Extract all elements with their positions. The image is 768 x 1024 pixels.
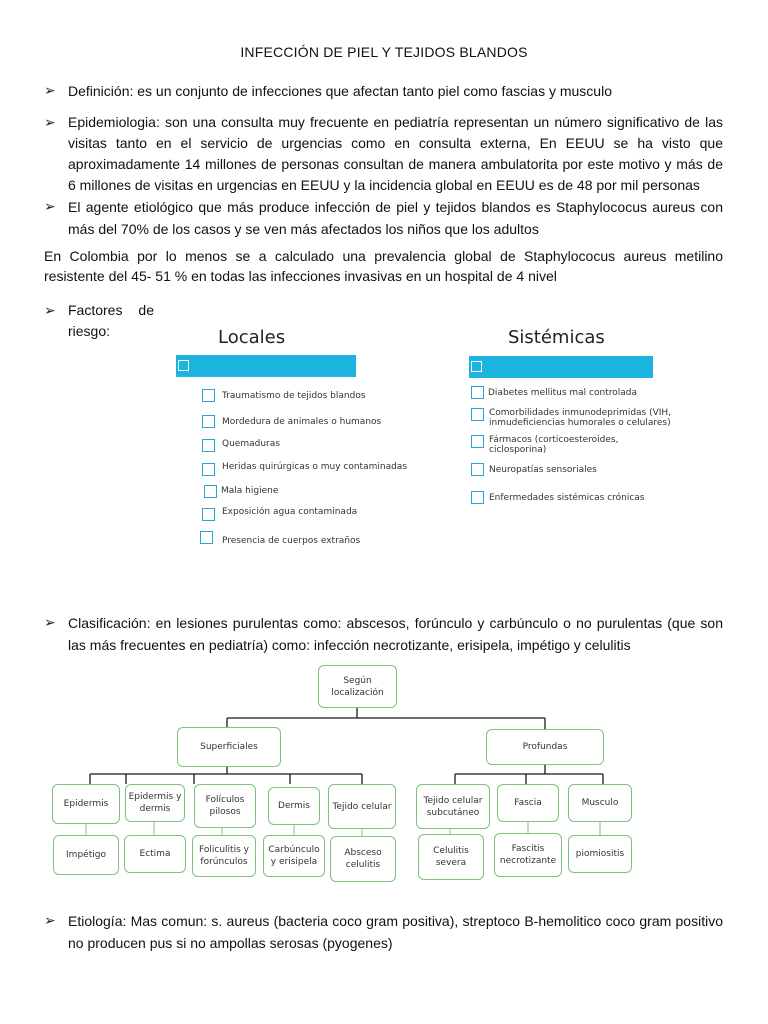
bullet-arrow-icon: ➢ — [44, 114, 56, 130]
diagram-leaf-ectima: Ectima — [124, 835, 186, 873]
diagram-node-profundas: Profundas — [486, 729, 604, 765]
colombia-paragraph: En Colombia por lo menos se a calculado una prevalencia global de Staphylococus aureus metilino resistente del 45- 51 % en todas las infecciones invasivas en un hospital de 4 nivel — [44, 248, 723, 284]
agente-text: El agente etiológico que más produce infección de piel y tejidos blandos es Staphylococus aureus con más del 70% de los casos y se ven más afectados los niños que los adultos — [68, 199, 723, 237]
epidemiologia-text: Epidemiologia: son una consulta muy frecuente en pediatría representan un número significativo de las visitas tanto en el servicio de urgencias como en consulta externa, En EEUU se ha visto que aproximadamente 14 millones de personas consultan de manera ambulatorita por este motivo y más de 6 millones de visitas en urgencias en EEUU y la incidencia global en EEUU es de 48 por mil personas — [68, 114, 723, 193]
locales-item: Traumatismo de tejidos blandos — [222, 391, 366, 401]
bullet-arrow-icon: ➢ — [44, 198, 56, 214]
diagram-node-tejido-subcutaneo: Tejido celular subcutáneo — [416, 784, 490, 829]
diagram-node-fascia: Fascia — [497, 784, 559, 822]
diagram-node-epidermis: Epidermis — [52, 784, 120, 824]
diagram-leaf-impetigo: Impétigo — [53, 835, 119, 875]
clasificacion-text: Clasificación: en lesiones purulentas como: abscesos, forúnculo y carbúnculo o no purulentas (que son las más frecuentes en pediatría) como: infección necrotizante, erisipela, impétigo y celulitis — [68, 615, 723, 653]
locales-item: Heridas quirúrgicas o muy contaminadas — [222, 462, 408, 472]
locales-item: Mordedura de animales o humanos — [222, 417, 382, 427]
locales-item: Quemaduras — [222, 439, 280, 449]
diagram-leaf-piomiositis: piomiositis — [568, 835, 632, 873]
diagram-leaf-foliculitis: Foliculitis y forúnculos — [192, 835, 256, 877]
sistemicas-item: Enfermedades sistémicas crónicas — [489, 493, 645, 503]
bullet-arrow-icon: ➢ — [44, 302, 56, 318]
diagram-leaf-carbunculo: Carbúnculo y erisipela — [263, 835, 325, 877]
diagram-node-dermis: Dermis — [268, 787, 320, 825]
sistemicas-header: Sistémicas — [508, 327, 605, 348]
etiologia-text: Etiología: Mas comun: s. aureus (bacteria coco gram positiva), streptoco B-hemolitico coco gram positivo no producen pus si no ampollas serosas (pyogenes) — [68, 913, 723, 951]
diagram-leaf-fascitis: Fascitis necrotizante — [494, 833, 562, 877]
diagram-leaf-absceso: Absceso celulitis — [330, 836, 396, 882]
sistemicas-item: Fármacos (corticoesteroides, ciclosporina) — [489, 435, 619, 455]
locales-header: Locales — [218, 327, 286, 348]
locales-item: Presencia de cuerpos extraños — [222, 536, 361, 546]
bullet-arrow-icon: ➢ — [44, 912, 56, 928]
diagram-node-superficiales: Superficiales — [177, 727, 281, 767]
locales-item: Mala higiene — [221, 486, 279, 496]
sistemicas-item: Comorbilidades inmunodeprimidas (VIH, inmudeficiencias humorales o celulares) — [489, 408, 672, 428]
bullet-arrow-icon: ➢ — [44, 614, 56, 630]
sistemicas-item: Diabetes mellitus mal controlada — [488, 388, 637, 398]
sistemicas-item: Neuropatías sensoriales — [489, 465, 597, 475]
document-title: INFECCIÓN DE PIEL Y TEJIDOS BLANDOS — [240, 44, 528, 60]
locales-item: Exposición agua contaminada — [222, 507, 358, 517]
diagram-node-tejido-celular: Tejido celular — [328, 784, 396, 829]
diagram-leaf-celulitis-severa: Celulitis severa — [418, 834, 484, 880]
definicion-text: Definición: es un conjunto de infecciones que afectan tanto piel como fascias y musculo — [68, 83, 612, 99]
diagram-node-musculo: Musculo — [568, 784, 632, 822]
diagram-node-foliculos: Folículos pilosos — [194, 784, 256, 828]
bullet-arrow-icon: ➢ — [44, 82, 56, 98]
factores-label-line1: Factores de — [68, 302, 154, 318]
factores-label-line2: riesgo: — [68, 323, 111, 339]
diagram-root-node: Según localización — [318, 665, 397, 708]
diagram-node-epidermis-dermis: Epidermis y dermis — [125, 784, 185, 822]
